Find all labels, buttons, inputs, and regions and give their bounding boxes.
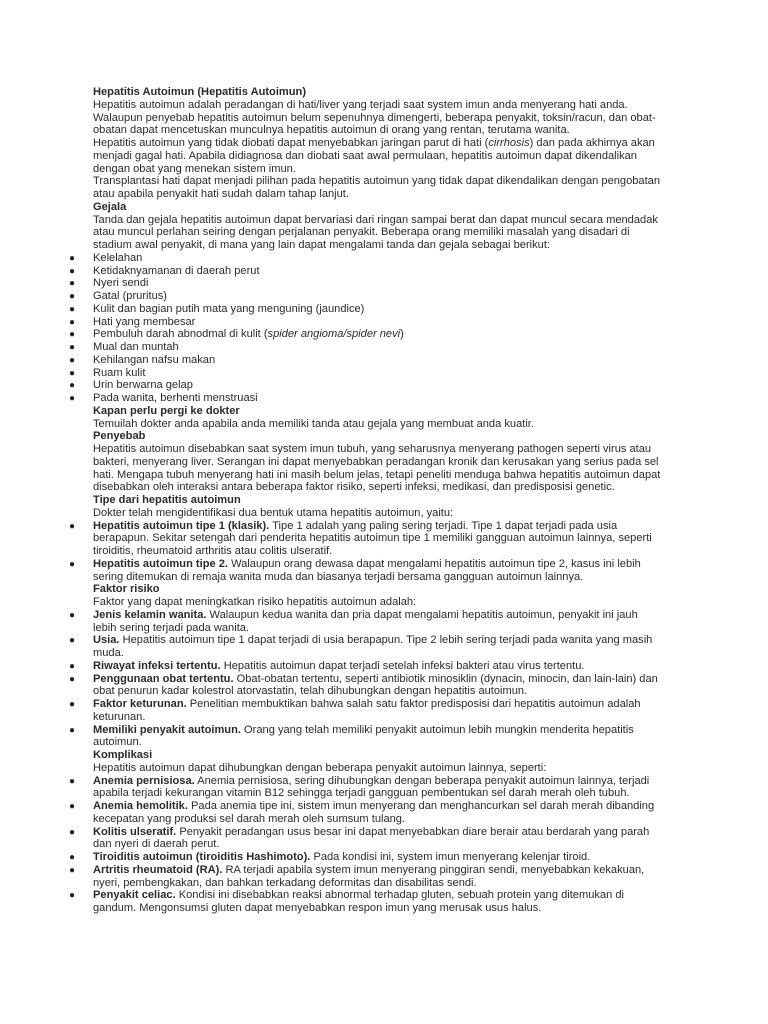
intro-paragraph-2: Transplantasi hati dapat menjadi pilihan pada hepatitis autoimun yang tidak dapat dikendalikan dengan pengobatan atau apabila penyakit hati sudah dalam tahap lanjut. [93, 175, 661, 200]
list-item-text: Penelitian membuktikan bahwa salah satu faktor predisposisi dari hepatitis autoimun adalah keturunan. [93, 698, 641, 723]
list-item [69, 366, 663, 380]
list-item-term: Penyakit celiac. [93, 889, 176, 902]
list-item-text: Kulit dan bagian putih mata yang menguning (jaundice) [93, 302, 365, 315]
list-item [69, 341, 663, 354]
spider-text-before: Pembuluh darah abnodmal di kulit ( [93, 328, 268, 341]
bullet-icon: ● [69, 775, 76, 787]
list-item [69, 379, 663, 392]
list-item [69, 634, 663, 660]
section-heading-dokter: Kapan perlu pergi ke dokter [93, 404, 240, 417]
list-item-text: Pada wanita, berhenti menstruasi [93, 392, 258, 404]
list-item [69, 723, 663, 750]
intro-paragraph-cirrhosis [93, 137, 663, 175]
bullet-icon: ● [69, 329, 76, 341]
bullet-icon: ● [69, 520, 76, 532]
list-item [69, 392, 663, 405]
gejala-text: Tanda dan gejala hepatitis autoimun dapat bervariasi dari ringan sampai berat dan dapat muncul secara mendadak atau muncul perlahan seiring dengan perjalanan penyakit. Beberapa orang memiliki masalah yang disadari di stadium awal penyakit, di mana yang lain dapat mengalami tanda dan gejala sebagai berikut: [93, 213, 658, 251]
list-item-text: Gatal (pruritus) [93, 290, 167, 302]
list-item-term: Hepatitis autoimun tipe 2. [93, 557, 228, 570]
list-item-term: Usia. [93, 634, 120, 647]
list-item-text: RA terjadi apabila system imun menyerang pinggiran sendi, menyebabkan kekakuan, nyeri, pembengkakan, dan bahkan terkadang deformitas dan disabilitas sendi. [93, 863, 645, 889]
cirrhosis-text-after: ) dan pada akhirnya akan menjadi gagal hati. Apabila didiagnosa dan diobati saat awal permulaan, hepatitis autoimun dapat dikendalikan dengan obat yang menekan sistem imun. [93, 137, 655, 175]
list-item [69, 264, 663, 278]
section-heading-risiko: Faktor risiko [93, 583, 160, 596]
list-item [69, 557, 663, 584]
cirrhosis-term: cirrhosis [488, 137, 530, 149]
list-item-term: Anemia pernisiosa. [93, 774, 195, 787]
list-item [69, 251, 663, 265]
list-item-term: Memiliki penyakit autoimun. [93, 723, 241, 736]
bullet-icon: ● [69, 291, 76, 302]
risiko-list [69, 608, 663, 749]
list-item-term: Artritis rheumatoid (RA). [93, 863, 223, 876]
bullet-icon: ● [69, 278, 76, 290]
tipe-list [69, 519, 663, 584]
list-item-text: Walaupun kedua wanita dan pria dapat mengalami hepatitis autoimun, penyakit ini jauh lebih sering terjadi pada wanita. [93, 608, 638, 634]
spider-text-after: ) [400, 328, 404, 341]
gejala-list [69, 251, 663, 405]
bullet-icon: ● [69, 303, 76, 315]
document-page [69, 86, 663, 915]
list-item [69, 315, 663, 329]
list-item-term: Faktor keturunan. [93, 698, 187, 710]
list-item [69, 290, 663, 303]
list-item-text: Obat-obatan tertentu, seperti antibiotik minosiklin (dynacin, minocin, dan lain-lain) dan obat penurun kadar kolestrol atorvastatin, telah dihubungkan dengan hepatitis autoimun. [93, 672, 658, 698]
list-item-text: Kondisi ini disebabkan reaksi abnormal terhadap gluten, sebuah protein yang ditemukan di gandum. Mengonsumsi gluten dapat menyebabkan respon imun yang merusak usus halus. [93, 889, 624, 914]
section-heading-komplikasi: Komplikasi [93, 749, 153, 761]
komplikasi-text: Hepatitis autoimun dapat dihubungkan dengan beberapa penyakit autoimun lainnya, seperti: [93, 761, 547, 774]
list-item [69, 302, 663, 316]
list-item [69, 328, 663, 341]
bullet-icon: ● [69, 380, 76, 392]
komplikasi-list [69, 774, 663, 915]
list-item [69, 698, 663, 724]
list-item [69, 889, 663, 915]
list-item-text: Orang yang telah memiliki penyakit autoimun lebih mungkin menderita hepatitis autoimun. [93, 723, 634, 749]
list-item-term: Riwayat infeksi tertentu. [93, 659, 221, 672]
section-heading-penyebab: Penyebab [93, 430, 146, 443]
cirrhosis-text-before: Hepatitis autoimun yang tidak diobati dapat menyebabkan jaringan parut di hati ( [93, 137, 489, 149]
list-item-text: Walaupun orang dewasa dapat mengalami hepatitis autoimun tipe 2, kasus ini lebih sering ditemukan di remaja wanita muda dan biasanya terjadi bersama gangguan autoimun lainnya. [93, 557, 641, 583]
bullet-icon: ● [69, 826, 76, 838]
bullet-icon: ● [69, 864, 76, 876]
list-item-text: Hati yang membesar [93, 315, 196, 328]
list-item-text: Pada anemia tipe ini, sistem imun menyerang dan menghancurkan sel darah merah dibanding kecepatan yang produksi sel darah merah oleh sumsum tulang. [93, 800, 655, 825]
list-item [69, 672, 663, 699]
penyebab-text: Hepatitis autoimun disebabkan saat system imun tubuh, yang seharusnya menyerang pathogen seperti virus atau bakteri, menyerang liver. Serangan ini dapat menyebabkan peradangan kronik dan kerusakan yang serius pada sel hati. Mengapa tubuh menyerang hati ini masih belum jelas, tetapi peneliti menduga bahwa hepatitis autoimun dapat disebabkan oleh interaksi antara beberapa faktor risiko, seperti infeksi, medikasi, dan predisposisi genetic. [93, 443, 661, 494]
section-heading-gejala: Gejala [93, 200, 127, 213]
list-item-text: Urin berwarna gelap [93, 379, 193, 392]
document-title: Hepatitis Autoimun (Hepatitis Autoimun) [93, 86, 307, 98]
list-item [69, 277, 663, 290]
bullet-icon: ● [69, 342, 76, 353]
dokter-text: Temuilah dokter anda apabila anda memiliki tanda atau gejala yang membuat anda kuatir. [93, 417, 534, 430]
bullet-icon: ● [69, 316, 76, 328]
list-item [69, 800, 663, 826]
list-item-term: Kolitis ulseratif. [93, 825, 177, 838]
list-item-text: Kelelahan [93, 251, 143, 264]
list-item [69, 659, 663, 673]
bullet-icon: ● [69, 673, 76, 685]
list-item [69, 774, 663, 801]
list-item-text: Kehilangan nafsu makan [93, 353, 216, 366]
list-item-text: Ruam kulit [93, 366, 146, 379]
list-item [69, 519, 663, 558]
list-item [69, 353, 663, 367]
list-item-text: Tipe 1 adalah yang paling sering terjadi. Tipe 1 dapat terjadi pada usia berapapun. Sekitar setengah dari penderita hepatitis autoimun tipe 1 memiliki gangguan autoimun lainnya, seperti tiroiditis, rheumatoid arthritis atau colitis ulseratif. [93, 519, 652, 557]
list-item-text: Hepatitis autoimun dapat terjadi setelah infeksi bakteri atau virus tertentu. [220, 659, 585, 672]
list-item [69, 608, 663, 635]
list-item-text: Penyakit peradangan usus besar ini dapat menyebabkan diare berair atau berdarah yang parah dan nyeri di daerah perut. [93, 825, 650, 851]
intro-paragraph-1: Hepatitis autoimun adalah peradangan di hati/liver yang terjadi saat system imun anda menyerang hati anda. Walaupun penyebab hepatitis autoimun belum sepenuhnya dimengerti, beberapa penyakit, toksin/racun, dan obat-obatan dapat mencetuskan munculnya hepatitis autoimun di orang yang rentan, terutama wanita. [93, 98, 656, 137]
tipe-text: Dokter telah mengidentifikasi dua bentuk utama hepatitis autoimun, yaitu: [93, 506, 454, 519]
list-item-text: Ketidaknyamanan di daerah perut [93, 264, 260, 277]
list-item-text: Nyeri sendi [93, 277, 149, 290]
bullet-icon: ● [69, 252, 76, 264]
list-item-term: Tiroiditis autoimun (tiroiditis Hashimoto). [93, 851, 311, 863]
bullet-icon: ● [69, 801, 76, 812]
list-item-term: Penggunaan obat tertentu. [93, 672, 234, 685]
list-item-term: Anemia hemolitik. [93, 800, 188, 812]
list-item-text: Pada kondisi ini, system imun menyerang kelenjar tiroid. [310, 851, 591, 863]
risiko-text: Faktor yang dapat meningkatkan risiko hepatitis autoimun adalah: [93, 596, 417, 608]
bullet-icon: ● [69, 890, 76, 902]
list-item-text: Mual dan muntah [93, 341, 179, 353]
list-item-term: Jenis kelamin wanita. [93, 608, 207, 621]
bullet-icon: ● [69, 699, 76, 710]
section-heading-tipe: Tipe dari hepatitis autoimun [93, 494, 241, 506]
list-item [69, 863, 663, 890]
bullet-icon: ● [69, 367, 76, 379]
spider-term: spider angioma/spider nevi [267, 328, 401, 341]
bullet-icon: ● [69, 852, 76, 863]
bullet-icon: ● [69, 724, 76, 736]
bullet-icon: ● [69, 558, 76, 570]
list-item-text: Hepatitis autoimun tipe 1 dapat terjadi di usia berapapun. Tipe 2 lebih sering terjadi pada wanita yang masih muda. [93, 634, 653, 659]
bullet-icon: ● [69, 609, 76, 621]
list-item-term: Hepatitis autoimun tipe 1 (klasik). [93, 519, 270, 532]
bullet-icon: ● [69, 354, 76, 366]
bullet-icon: ● [69, 660, 76, 672]
list-item-text: Anemia pernisiosa, sering dihubungkan dengan beberapa penyakit autoimun lainnya, terjadi apabila terjadi kekurangan vitamin B12 sehingga terjadi gangguan pembentukan sel darah merah oleh tubuh. [93, 774, 650, 800]
bullet-icon: ● [69, 393, 76, 404]
bullet-icon: ● [69, 635, 76, 647]
list-item [69, 825, 663, 852]
bullet-icon: ● [69, 265, 76, 277]
list-item [69, 851, 663, 864]
